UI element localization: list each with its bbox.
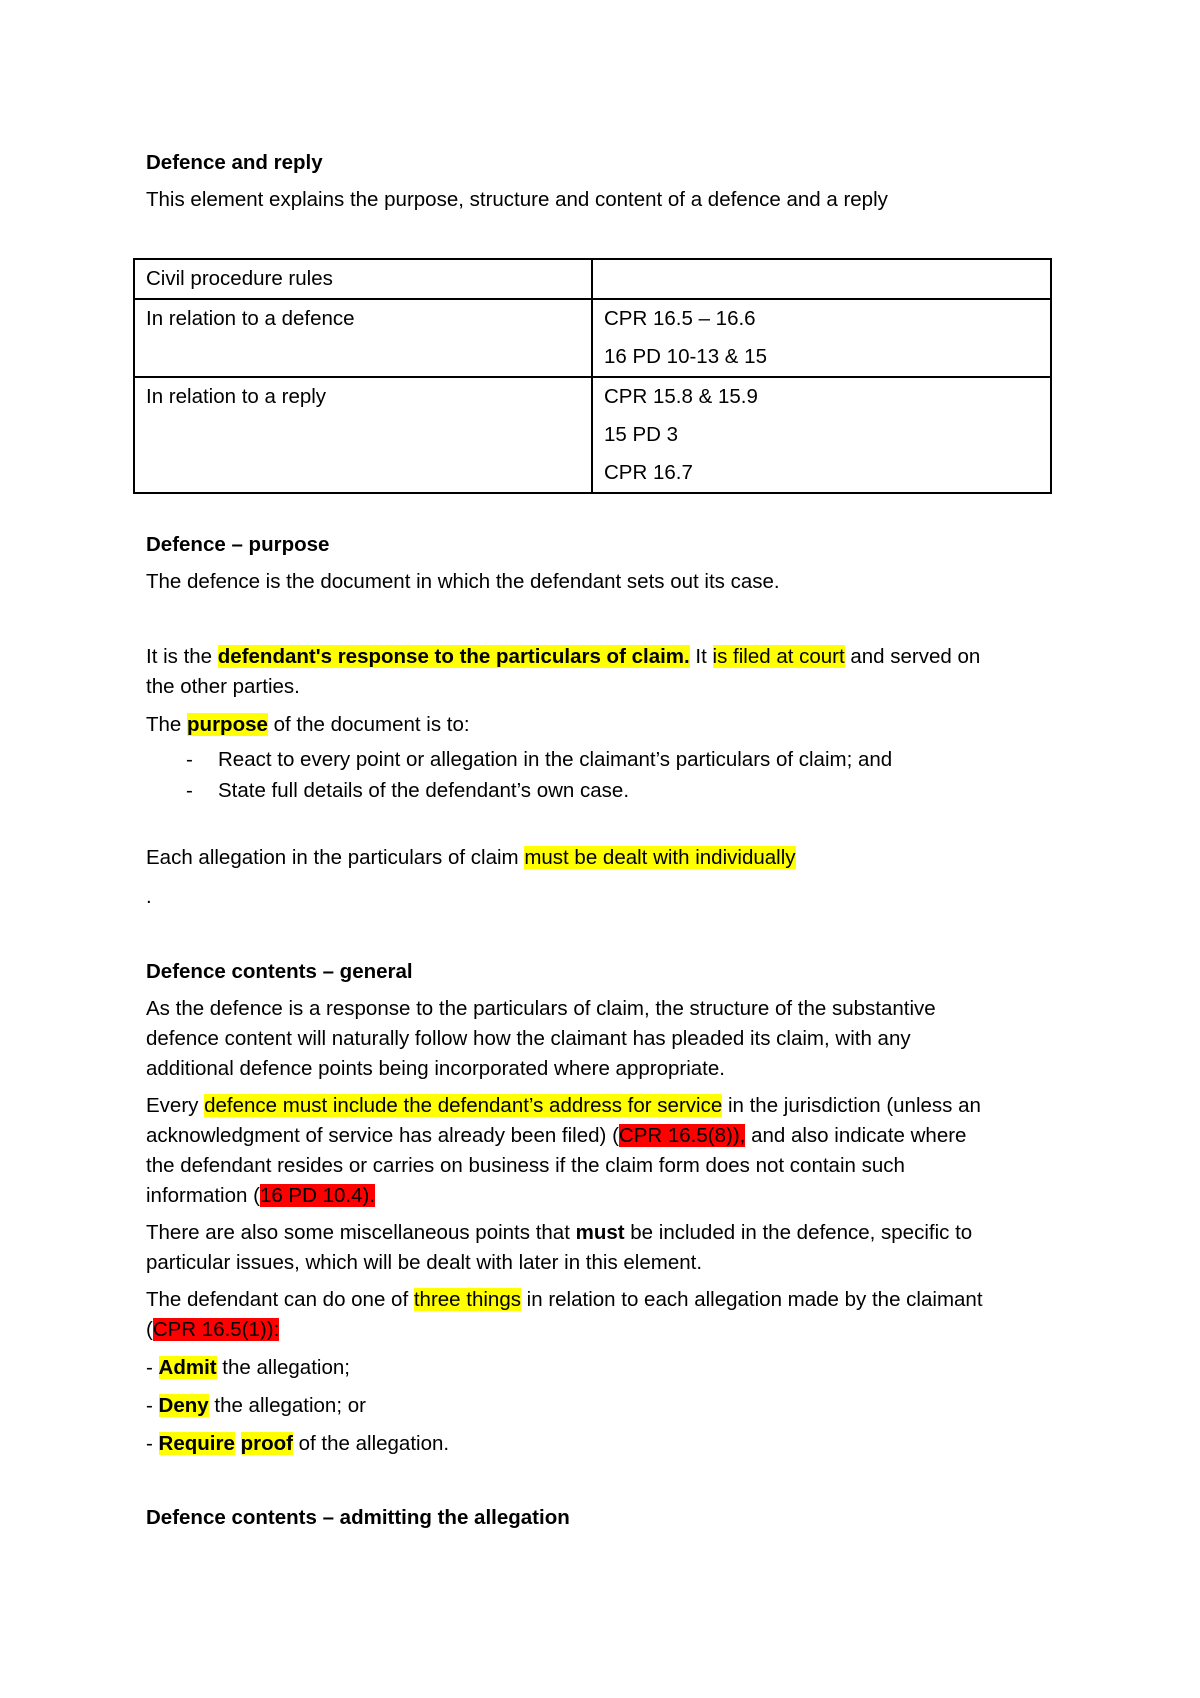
- text-run: acknowledgment of service has already been filed) (: [146, 1124, 619, 1147]
- highlight-text: proof: [240, 1432, 293, 1455]
- table-cell: [592, 299, 1051, 377]
- text-run: in the jurisdiction (unless an: [722, 1094, 981, 1117]
- highlight-text: three things: [413, 1288, 521, 1311]
- general-paragraph-3-line: particular issues, which will be dealt with later in this element.: [146, 1251, 703, 1274]
- purpose-paragraph-1: The defence is the document in which the defendant sets out its case.: [146, 570, 780, 593]
- text-run: -: [146, 1356, 159, 1379]
- red-highlight-reference: CPR 16.5(8)),: [618, 1124, 746, 1147]
- red-highlight-reference: CPR 16.5(1)):: [152, 1318, 280, 1341]
- general-paragraph-3-line: [146, 1218, 1066, 1248]
- text-run: the allegation; or: [208, 1394, 366, 1417]
- text-run: The: [146, 713, 188, 736]
- highlight-text: defendant's response to the particulars of claim.: [217, 645, 690, 668]
- highlight-text: Deny: [158, 1394, 209, 1417]
- general-paragraph-2-line: the defendant resides or carries on business if the claim form does not contain such: [146, 1154, 905, 1177]
- purpose-paragraph-2-cont: the other parties.: [146, 675, 300, 698]
- text-run: -: [146, 1394, 159, 1417]
- text-run: It is the: [146, 645, 218, 668]
- general-paragraph-2-line: [146, 1181, 1066, 1211]
- highlight-text: must be dealt with individually: [524, 846, 796, 869]
- general-paragraph-1-line: As the defence is a response to the particulars of claim, the structure of the substantive: [146, 997, 936, 1020]
- text-run: Each allegation in the particulars of claim: [146, 846, 525, 869]
- bullet-marker: -: [186, 779, 193, 802]
- option-require-proof: [146, 1429, 1066, 1459]
- red-highlight-reference: 16 PD 10.4).: [259, 1184, 376, 1207]
- general-paragraph-4-line: [146, 1315, 1066, 1345]
- text-run: Every: [146, 1094, 205, 1117]
- highlight-text: is filed at court: [712, 645, 845, 668]
- purpose-paragraph-4: [146, 843, 1066, 873]
- cpr-reference-table: [133, 258, 1052, 494]
- purpose-paragraph-3: [146, 710, 1066, 740]
- text-run: and served on: [844, 645, 981, 668]
- table-cell: [592, 259, 1051, 299]
- text-run: be included in the defence, specific to: [624, 1221, 973, 1244]
- table-cell: [592, 377, 1051, 493]
- text-run: There are also some miscellaneous points that: [146, 1221, 576, 1244]
- general-paragraph-2-line: [146, 1121, 1066, 1151]
- table-cell: In relation to a defence: [134, 299, 592, 377]
- purpose-paragraph-2: [146, 642, 1066, 672]
- heading-defence-and-reply: Defence and reply: [146, 151, 323, 174]
- text-run: -: [146, 1432, 159, 1455]
- cpr-ref: CPR 16.7: [604, 461, 693, 484]
- text-run: The defendant can do one of: [146, 1288, 414, 1311]
- highlight-text: defence must include the defendant’s address for service: [204, 1094, 723, 1117]
- list-item-text: State full details of the defendant’s own case.: [218, 779, 630, 802]
- cpr-ref: 15 PD 3: [604, 423, 679, 446]
- intro-paragraph: This element explains the purpose, structure and content of a defence and a reply: [146, 188, 888, 211]
- list-item-text: React to every point or allegation in the claimant’s particulars of claim; and: [218, 748, 893, 771]
- text-run: (: [146, 1318, 153, 1341]
- text-run: and also indicate where: [745, 1124, 967, 1147]
- text-run: of the allegation.: [292, 1432, 450, 1455]
- table-row: [134, 377, 1051, 493]
- text-run: [235, 1432, 241, 1455]
- text-run: of the document is to:: [267, 713, 470, 736]
- general-paragraph-2-line: [146, 1091, 1066, 1121]
- bold-text: must: [575, 1221, 625, 1244]
- bullet-marker: -: [186, 748, 193, 771]
- table-row: [134, 299, 1051, 377]
- highlight-text: Require: [158, 1432, 235, 1455]
- table-cell: Civil procedure rules: [134, 259, 592, 299]
- purpose-paragraph-5: .: [146, 885, 152, 908]
- text-run: information (: [146, 1184, 260, 1207]
- cpr-ref: CPR 16.5 – 16.6: [604, 307, 756, 330]
- highlight-text: Admit: [158, 1356, 217, 1379]
- highlight-text: purpose: [187, 713, 268, 736]
- text-run: It: [689, 645, 713, 668]
- option-deny: [146, 1391, 1066, 1421]
- general-paragraph-1-line: defence content will naturally follow how the claimant has pleaded its claim, with any: [146, 1027, 911, 1050]
- heading-defence-contents-general: Defence contents – general: [146, 960, 413, 983]
- cpr-ref: 16 PD 10-13 & 15: [604, 345, 767, 368]
- heading-admitting-the-allegation: Defence contents – admitting the allegation: [146, 1506, 570, 1529]
- text-run: the allegation;: [216, 1356, 350, 1379]
- option-admit: [146, 1353, 1066, 1383]
- general-paragraph-4-line: [146, 1285, 1066, 1315]
- general-paragraph-1-line: additional defence points being incorporated where appropriate.: [146, 1057, 725, 1080]
- cpr-ref: CPR 15.8 & 15.9: [604, 385, 758, 408]
- table-cell: In relation to a reply: [134, 377, 592, 493]
- heading-defence-purpose: Defence – purpose: [146, 533, 330, 556]
- table-header-row: [134, 259, 1051, 299]
- text-run: in relation to each allegation made by the claimant: [520, 1288, 983, 1311]
